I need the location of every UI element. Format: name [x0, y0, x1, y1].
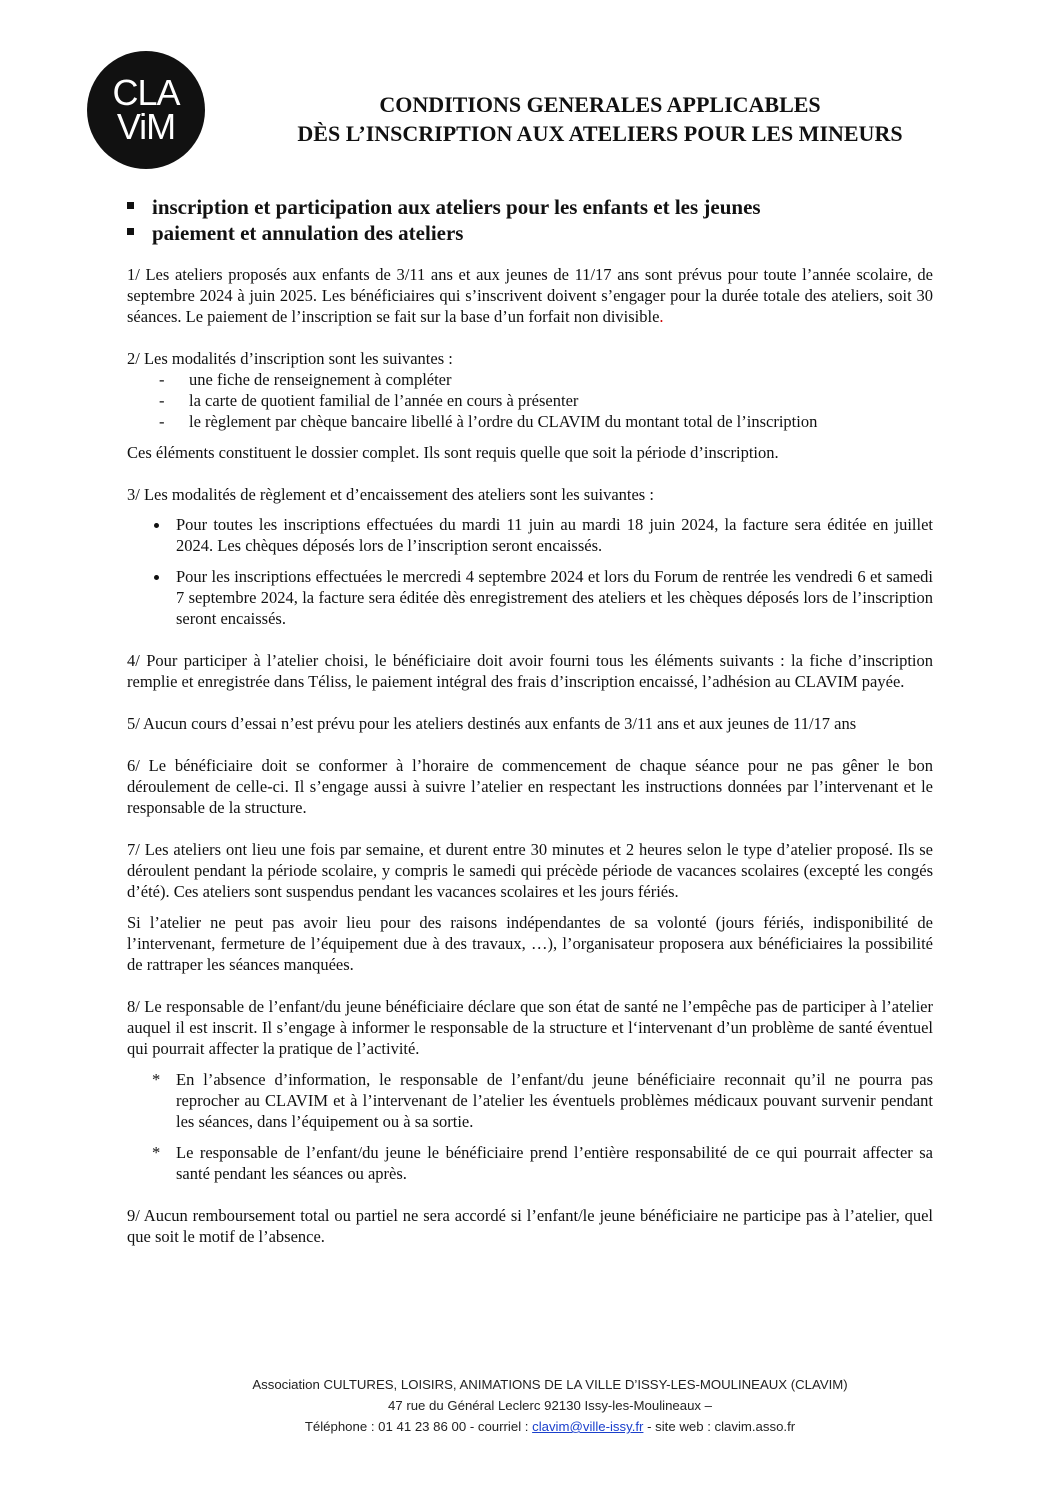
section-2-list	[127, 369, 933, 432]
document-body	[127, 264, 933, 1247]
section-3-intro: 3/ Les modalités de règlement et d’encaissement des ateliers sont les suivantes :	[127, 485, 654, 504]
footer-address: 47 rue du Général Leclerc 92130 Issy-les-Moulineaux –	[387, 1398, 712, 1413]
topic-item: paiement et annulation des ateliers	[127, 220, 761, 246]
topic-item: inscription et participation aux ateliers pour les enfants et les jeunes	[127, 194, 761, 220]
section-8: 8/ Le responsable de l’enfant/du jeune bénéficiaire déclare que son état de santé ne l’empêche pas de participer à l’atelier auquel il est inscrit. Il s’engage à informer le responsable de la structure et l‘intervenant d’un problème de santé éventuel qui pourrait affecter la pratique de l’activité.	[127, 997, 933, 1058]
title-line-1: CONDITIONS GENERALES APPLICABLES	[379, 92, 821, 117]
email-link[interactable]: clavim@ville-issy.fr	[532, 1419, 644, 1434]
list-item: Pour les inscriptions effectuées le mercredi 4 septembre 2024 et lors du Forum de rentrée les vendredi 6 et samedi 7 septembre 2024, la facture sera éditée dès enregistrement des ateliers et les chèques déposés lors de l’inscription seront encaissés.	[127, 566, 933, 629]
page-footer	[170, 1374, 930, 1437]
list-item: * Le responsable de l’enfant/du jeune le bénéficiaire prend l’entière responsabilité de ce qui pourrait affecter sa santé pendant les séances ou après.	[152, 1143, 933, 1183]
topic-list	[127, 194, 761, 246]
dash-bullet-icon: -	[159, 412, 165, 431]
section-9: 9/ Aucun remboursement total ou partiel ne sera accordé si l’enfant/le jeune bénéficiaire ne participe pas à l’atelier, quel que soit le motif de l’absence.	[127, 1206, 933, 1246]
list-item: - le règlement par chèque bancaire libellé à l’ordre du CLAVIM du montant total de l’inscription	[159, 412, 818, 431]
list-item: Pour toutes les inscriptions effectuées du mardi 11 juin au mardi 18 juin 2024, la facture sera éditée en juillet 2024. Les chèques déposés lors de l’inscription seront encaissés.	[127, 514, 933, 556]
list-item: - la carte de quotient familial de l’année en cours à présenter	[159, 391, 579, 410]
red-period: .	[659, 307, 664, 326]
section-6: 6/ Le bénéficiaire doit se conformer à l’horaire de commencement de chaque séance pour ne pas gêner le bon déroulement de celle-ci. Il s’engage aussi à suivre l’atelier en respectant les instructions données par l’intervenant et le responsable de la structure.	[127, 756, 933, 817]
clavim-logo	[87, 51, 205, 169]
section-5: 5/ Aucun cours d’essai n’est prévu pour les ateliers destinés aux enfants de 3/11 ans et aux jeunes de 11/17 ans	[127, 714, 857, 733]
asterisk-bullet-icon: *	[152, 1070, 161, 1089]
title-line-2: DÈS L’INSCRIPTION AUX ATELIERS POUR LES MINEURS	[297, 121, 903, 146]
asterisk-bullet-icon: *	[152, 1143, 161, 1162]
section-3-list	[127, 514, 933, 629]
footer-association: Association CULTURES, LOISIRS, ANIMATIONS DE LA VILLE D’ISSY-LES-MOULINEAUX (CLAVIM)	[252, 1377, 848, 1392]
section-2-outro: Ces éléments constituent le dossier complet. Ils sont requis quelle que soit la période d’inscription.	[127, 443, 779, 462]
square-bullet-icon	[127, 228, 134, 235]
footer-contact: Téléphone : 01 41 23 86 00 - courriel : clavim@ville-issy.fr - site web : clavim.asso.fr	[304, 1419, 796, 1434]
page-title	[230, 90, 970, 148]
dot-bullet-icon	[154, 575, 159, 580]
dash-bullet-icon: -	[159, 391, 165, 410]
dash-bullet-icon: -	[159, 370, 165, 389]
section-8-list	[127, 1069, 933, 1184]
square-bullet-icon	[127, 202, 134, 209]
section-2-intro: 2/ Les modalités d’inscription sont les suivantes :	[127, 349, 453, 368]
dot-bullet-icon	[154, 523, 159, 528]
list-item: - une fiche de renseignement à compléter	[159, 370, 452, 389]
section-4: 4/ Pour participer à l’atelier choisi, le bénéficiaire doit avoir fourni tous les éléments suivants : la fiche d’inscription remplie et enregistrée dans Téliss, le paiement intégral des frais d’inscription encaissé, l’adhésion au CLAVIM payée.	[127, 651, 933, 691]
section-7b: Si l’atelier ne peut pas avoir lieu pour des raisons indépendantes de sa volonté (jours fériés, indisponibilité de l’intervenant, fermeture de l’équipement due à des travaux, …), l’organisateur proposera aux bénéficiaires la possibilité de rattraper les séances manquées.	[127, 913, 933, 974]
logo-line-1: CLA	[112, 72, 180, 113]
section-1: 1/ Les ateliers proposés aux enfants de 3/11 ans et aux jeunes de 11/17 ans sont prévus pour toute l’année scolaire, de septembre 2024 à juin 2025. Les bénéficiaires qui s’inscrivent doivent s’engager pour la durée totale des ateliers, soit 30 séances. Le paiement de l’inscription se fait sur la base d’un forfait non divisible.	[127, 265, 933, 326]
list-item: * En l’absence d’information, le responsable de l’enfant/du jeune bénéficiaire reconnait qu’il ne pourra pas reprocher au CLAVIM et à l’intervenant de l’atelier les éventuels problèmes médicaux pouvant survenir pendant les séances, dans l’équipement ou à sa sortie.	[152, 1070, 933, 1131]
section-7: 7/ Les ateliers ont lieu une fois par semaine, et durent entre 30 minutes et 2 heures selon le type d’atelier proposé. Ils se déroulent pendant la période scolaire, y compris le samedi qui précède période de vacances scolaires (excepté les congés d’été). Ces ateliers sont suspendus pendant les vacances scolaires et les jours fériés.	[127, 840, 933, 901]
logo-line-2: ViM	[116, 106, 176, 147]
